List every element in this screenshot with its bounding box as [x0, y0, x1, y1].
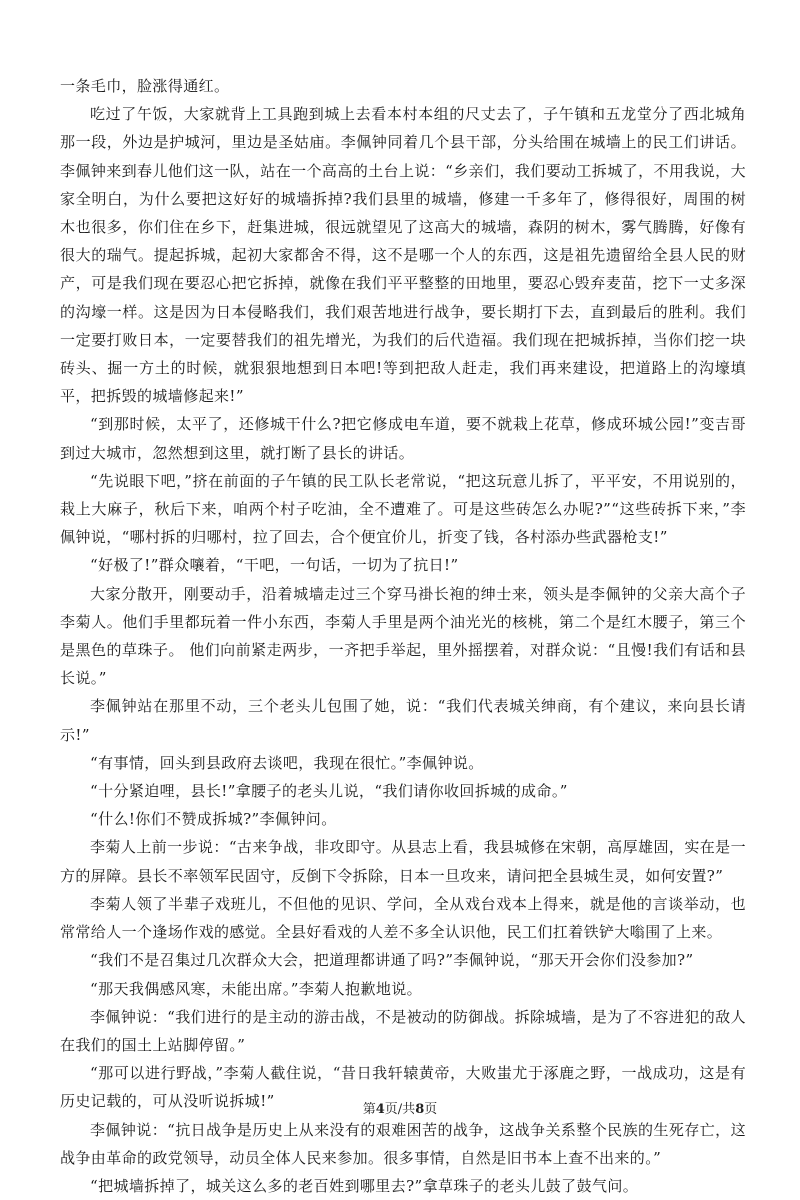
footer-current-page: 4	[375, 1102, 385, 1117]
paragraph-13: “我们不是召集过几次群众大会，把道理都讲通了吗?”李佩钟说，“那天开会你们没参加?”	[90, 951, 694, 970]
paragraph-18: “把城墙拆掉了，城关这么多的老百姓到哪里去?”拿草珠子的老头儿鼓了鼓气问。	[90, 1176, 639, 1195]
paragraph-4: “先说眼下吧，”挤在前面的子午镇的民工队长老常说，“把这玩意儿拆了，平平安，不用说别的，栽上大麻子，秋后下来，咱两个村子吃油，全不遭难了。可是这些砖怎么办呢?”“这些砖拆下来，”李佩钟说，“哪村拆的归哪村，拉了回去，合个便宜价儿，折变了钱，各村添办些武器枪支!”	[60, 471, 746, 547]
footer-suffix: 页	[424, 1102, 438, 1117]
paragraph-11: 李菊人上前一步说：“古来争战，非攻即守。从县志上看，我县城修在宋朝，高厚雄固，实在是一方的屏障。县长不率领军民固守，反倒下令拆除，日本一旦攻来，请问把全县城生灵，如何安置?”	[60, 838, 746, 885]
paragraph-17: 李佩钟说：“抗日战争是历史上从来没有的艰难困苦的战争，这战争关系整个民族的生死存亡，这战争由革命的政党领导，动员全体人民来参加。很多事情，自然是旧书本上查不出来的。”	[60, 1120, 746, 1167]
paragraph-16: “那可以进行野战，”李菊人截住说，“昔日我轩辕黄帝，大败蚩尤于涿鹿之野，一战成功，这是有历史记载的，可从没听说拆城!”	[60, 1064, 746, 1111]
footer-prefix: 第	[362, 1102, 376, 1117]
footer-total-pages: 8	[415, 1102, 425, 1117]
paragraph-2: 吃过了午饭，大家就背上工具跑到城上去看本村本组的尺丈去了，子午镇和五龙堂分了西北城角那一段，外边是护城河，里边是圣姑庙。李佩钟同着几个县干部，分头给围在城墙上的民工们讲话。李佩钟来到春儿他们这一队，站在一个高高的土台上说：“乡亲们，我们要动工拆城了，不用我说，大家全明白，为什么要把这好好的城墙拆掉?我们县里的城墙，修建一千多年了，修得很好，周围的树木也很多，你们住在乡下，赶集进城，很远就望见了这高大的城墙，森阴的树木，雾气腾腾，好像有很大的瑞气。提起拆城，起初大家都舍不得，这不是哪一个人的东西，这是祖先遗留给全县人民的财产，可是我们现在要忍心把它拆掉，就像在我们平平整整的田地里，要忍心毁弃麦苗，挖下一丈多深的沟壕一样。这是因为日本侵略我们，我们艰苦地进行战争，要长期打下去，直到最后的胜利。我们一定要打败日本，一定要替我们的祖先增光，为我们的后代造福。我们现在把城拆掉，当你们挖一块砖头、掘一方土的时候，就狠狠地想到日本吧!等到把敌人赶走，我们再来建设，把道路上的沟壕填平，把拆毁的城墙修起来!”	[60, 105, 746, 406]
paragraph-1: 一条毛巾，脸涨得通红。	[60, 77, 230, 95]
paragraph-9: “十分紧迫哩，县长!”拿腰子的老头儿说，“我们请你收回拆城的成命。”	[90, 782, 568, 801]
article-body	[60, 72, 746, 1200]
page-footer	[0, 1098, 800, 1117]
paragraph-6: 大家分散开，刚要动手，沿着城墙走过三个穿马褂长袍的绅士来，领头是李佩钟的父亲大高个子李菊人。他们手里都玩着一件小东西，李菊人手里是两个油光光的核桃，第二个是红木腰子，第三个是黑色的草珠子。 他们向前紧走两步，一齐把手举起，里外摇摆着，对群众说：“且慢!我们有话和县长说。”	[60, 584, 746, 688]
paragraph-10: “什么!你们不赞成拆城?”李佩钟问。	[90, 810, 337, 829]
paragraph-7: 李佩钟站在那里不动，三个老头儿包围了她，说：“我们代表城关绅商，有个建议，来向县长请示!”	[60, 697, 746, 744]
paragraph-14: “那天我偶感风寒，未能出席。”李菊人抱歉地说。	[90, 979, 423, 998]
footer-middle: 页/共	[384, 1102, 416, 1117]
paragraph-12: 李菊人领了半辈子戏班儿，不但他的见识、学问，全从戏台戏本上得来，就是他的言谈举动，也常常给人一个逢场作戏的感觉。全县好看戏的人差不多全认识他，民工们扛着铁铲大嗡围了上来。	[60, 894, 746, 942]
paragraph-3: “到那时候，太平了，还修城干什么?把它修成电车道，要不就栽上花草，修成环城公园!”变吉哥到过大城市，忽然想到这里，就打断了县长的讲话。	[60, 415, 746, 462]
paragraph-15: 李佩钟说：“我们进行的是主动的游击战，不是被动的防御战。拆除城墙，是为了不容进犯的敌人在我们的国土上站脚停留。”	[60, 1007, 746, 1054]
paragraph-5: “好极了!”群众嚷着，“干吧，一句话，一切为了抗日!”	[90, 556, 459, 575]
paragraph-8: “有事情，回头到县政府去谈吧，我现在很忙。”李佩钟说。	[90, 753, 484, 772]
